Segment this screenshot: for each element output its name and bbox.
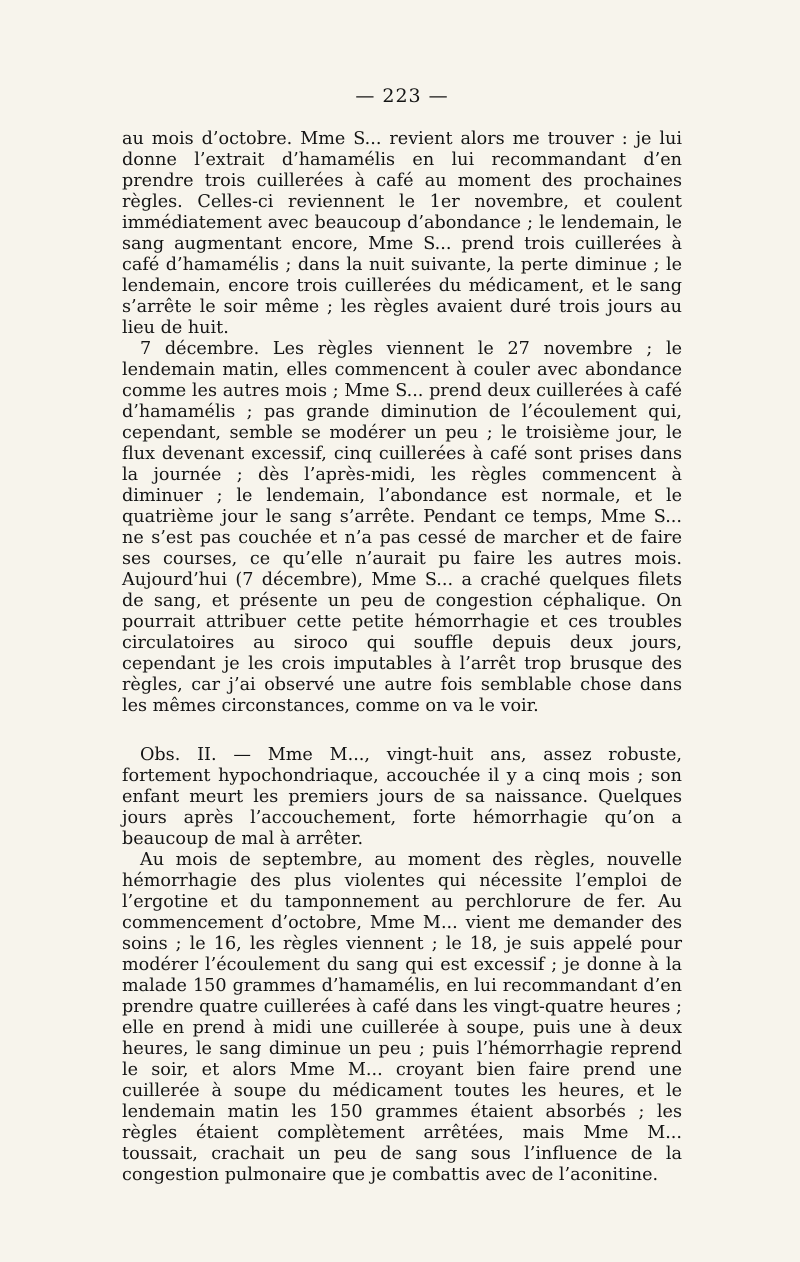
paragraph-obs-2: Obs. II. — Mme M..., vingt-huit ans, assez robuste, fortement hypochondriaque, accouchée il y a cinq mois ; son enfant meurt les premiers jours de sa naissance. Quelques jours après l’accouchement, forte hémorrhagie qu’on a beaucoup de mal à arrêter. [122, 745, 682, 849]
paragraph-4: Au mois de septembre, au moment des règles, nouvelle hémorrhagie des plus violentes qui nécessite l’emploi de l’ergotine et du tamponnement au perchlorure de fer. Au commencement d’octobre, Mme M... vient me demander des soins ; le 16, les règles viennent ; le 18, je suis appelé pour modérer l’écoulement du sang qui est excessif ; je donne à la malade 150 grammes d’hamamélis, en lui recommandant d’en prendre quatre cuillerées à café dans les vingt-quatre heures ; elle en prend à midi une cuillerée à soupe, puis une à deux heures, le sang diminue un peu ; puis l’hémorrhagie reprend le soir, et alors Mme M... croyant bien faire prend une cuillerée à soupe du médicament toutes les heures, et le lendemain matin les 150 grammes étaient absorbés ; les règles étaient complètement arrêtées, mais Mme M... toussait, crachait un peu de sang sous l’influence de la congestion pulmonaire que je combattis avec de l’aconitine. [122, 850, 682, 1185]
paragraph-1: au mois d’octobre. Mme S... revient alors me trouver : je lui donne l’extrait d’hamamélis en lui recommandant d’en prendre trois cuillerées à café au moment des prochaines règles. Celles-ci reviennent le 1er novembre, et coulent immédiatement avec beaucoup d’abondance ; le lendemain, le sang augmentant encore, Mme S... prend trois cuillerées à café d’hamamélis ; dans la nuit suivante, la perte diminue ; le lendemain, encore trois cuillerées du médicament, et le sang s’arrête le soir même ; les règles avaient duré trois jours au lieu de huit. [122, 129, 682, 338]
paragraph-2: 7 décembre. Les règles viennent le 27 novembre ; le lendemain matin, elles commencent à couler avec abondance comme les autres mois ; Mme S... prend deux cuillerées à café d’hamamélis ; pas grande diminution de l’écoulement qui, cependant, semble se modérer un peu ; le troisième jour, le flux devenant excessif, cinq cuillerées à café sont prises dans la journée ; dès l’après-midi, les règles commencent à diminuer ; le lendemain, l’abondance est normale, et le quatrième jour le sang s’arrête. Pendant ce temps, Mme S... ne s’est pas couchée et n’a pas cessé de marcher et de faire ses courses, ce qu’elle n’aurait pu faire les autres mois. Aujourd’hui (7 décembre), Mme S... a craché quelques filets de sang, et présente un peu de congestion céphalique. On pourrait attribuer cette petite hémorrhagie et ces troubles circulatoires au siroco qui souffle depuis deux jours, cependant je les crois imputables à l’arrêt trop brusque des règles, car j’ai observé une autre fois semblable chose dans les mêmes circonstances, comme on va le voir. [122, 339, 682, 716]
page-number: — 223 — [355, 85, 449, 107]
section-gap [122, 717, 682, 745]
